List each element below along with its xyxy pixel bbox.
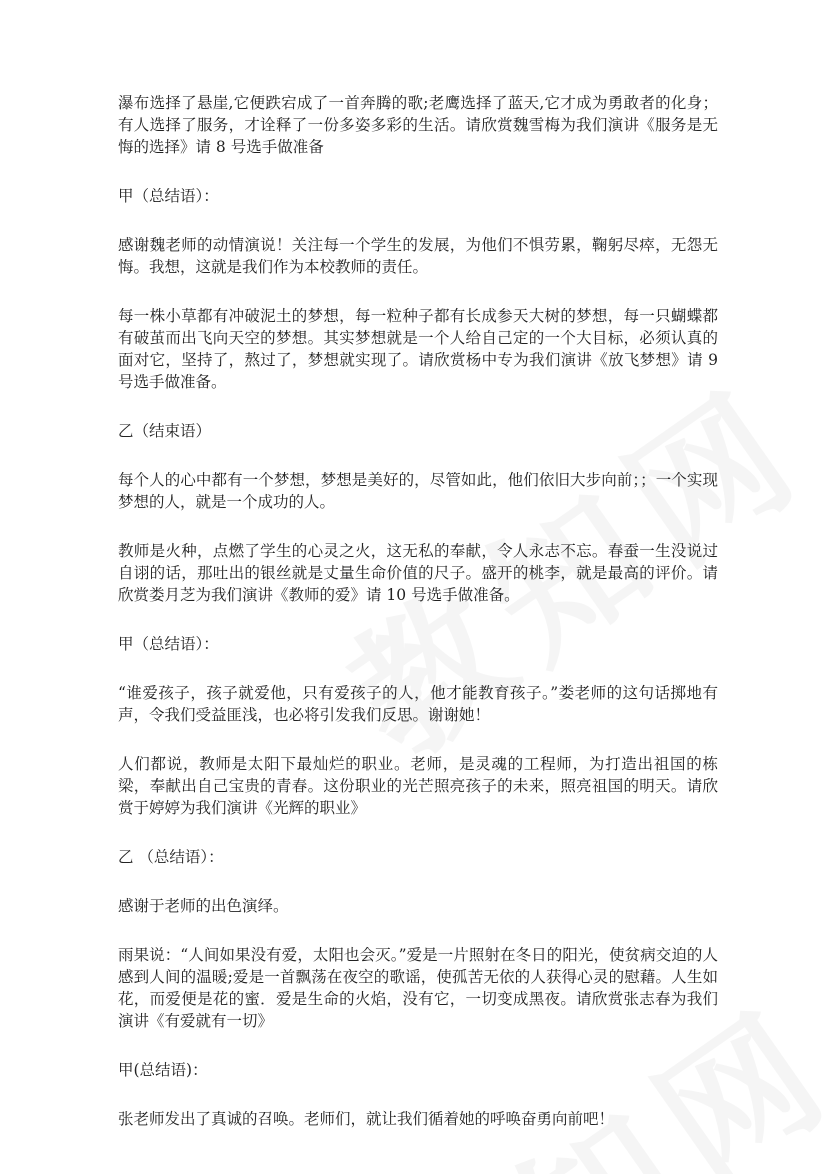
- paragraph: 瀑布选择了悬崖,它便跌宕成了一首奔腾的歌;老鹰选择了蓝天,它才成为勇敢者的化身；有人选择了服务，才诠释了一份多姿多彩的生活。请欣赏魏雪梅为我们演讲《服务是无悔的选择》请 8 号选手做准备: [118, 94, 718, 156]
- paragraph: 雨果说：“人间如果没有爱，太阳也会灭。”爱是一片照射在冬日的阳光，使贫病交迫的人感到人间的温暖;爱是一首飘荡在夜空的歌谣，使孤苦无依的人获得心灵的慰藉。人生如花，而爱便是花的蜜．爱是生命的火焰，没有它，一切变成黑夜。请欣赏张志春为我们演讲《有爱就有一切》: [118, 946, 718, 1030]
- paragraph: 人们都说，教师是太阳下最灿烂的职业。老师，是灵魂的工程师，为打造出祖国的栋梁，奉献出自己宝贵的青春。这份职业的光芒照亮孩子的未来，照亮祖国的明天。请欣赏于婷婷为我们演讲《光辉的职业》: [118, 755, 718, 817]
- speaker-heading: 乙（结束语）: [118, 422, 212, 440]
- speaker-heading: 甲（总结语）：: [118, 187, 219, 205]
- document-body: [118, 92, 718, 1157]
- speaker-heading: 甲(总结语)：: [118, 1061, 208, 1079]
- paragraph: 教师是火种，点燃了学生的心灵之火，这无私的奉献，令人永志不忘。春蚕一生没说过自诩的话，那吐出的银丝就是丈量生命价值的尺子。盛开的桃李，就是最高的评价。请欣赏娄月芝为我们演讲《教师的爱》请 10 号选手做准备。: [118, 542, 718, 604]
- speaker-heading: 甲（总结语）：: [118, 635, 219, 653]
- paragraph: “谁爱孩子，孩子就爱他，只有爱孩子的人，他才能教育孩子。”娄老师的这句话掷地有声，令我们受益匪浅，也必将引发我们反思。谢谢她！: [118, 684, 718, 724]
- paragraph: 每个人的心中都有一个梦想，梦想是美好的，尽管如此，他们依旧大步向前；；一个实现梦想的人，就是一个成功的人。: [118, 471, 718, 511]
- paragraph: 每一株小草都有冲破泥土的梦想，每一粒种子都有长成参天大树的梦想，每一只蝴蝶都有破茧而出飞向天空的梦想。其实梦想就是一个人给自己定的一个大目标，必须认真的面对它，坚持了，熬过了，梦想就实现了。请欣赏杨中专为我们演讲《放飞梦想》请 9 号选手做准备。: [118, 307, 718, 391]
- paragraph: 感谢于老师的出色演绎。: [118, 897, 289, 915]
- paragraph: 感谢魏老师的动情演说！关注每一个学生的发展，为他们不惧劳累，鞠躬尽瘁，无怨无悔。我想，这就是我们作为本校教师的责任。: [118, 236, 718, 276]
- speaker-heading: 乙 （总结语）：: [118, 848, 224, 866]
- paragraph: 张老师发出了真诚的召唤。老师们，就让我们循着她的呼唤奋勇向前吧！: [118, 1110, 615, 1128]
